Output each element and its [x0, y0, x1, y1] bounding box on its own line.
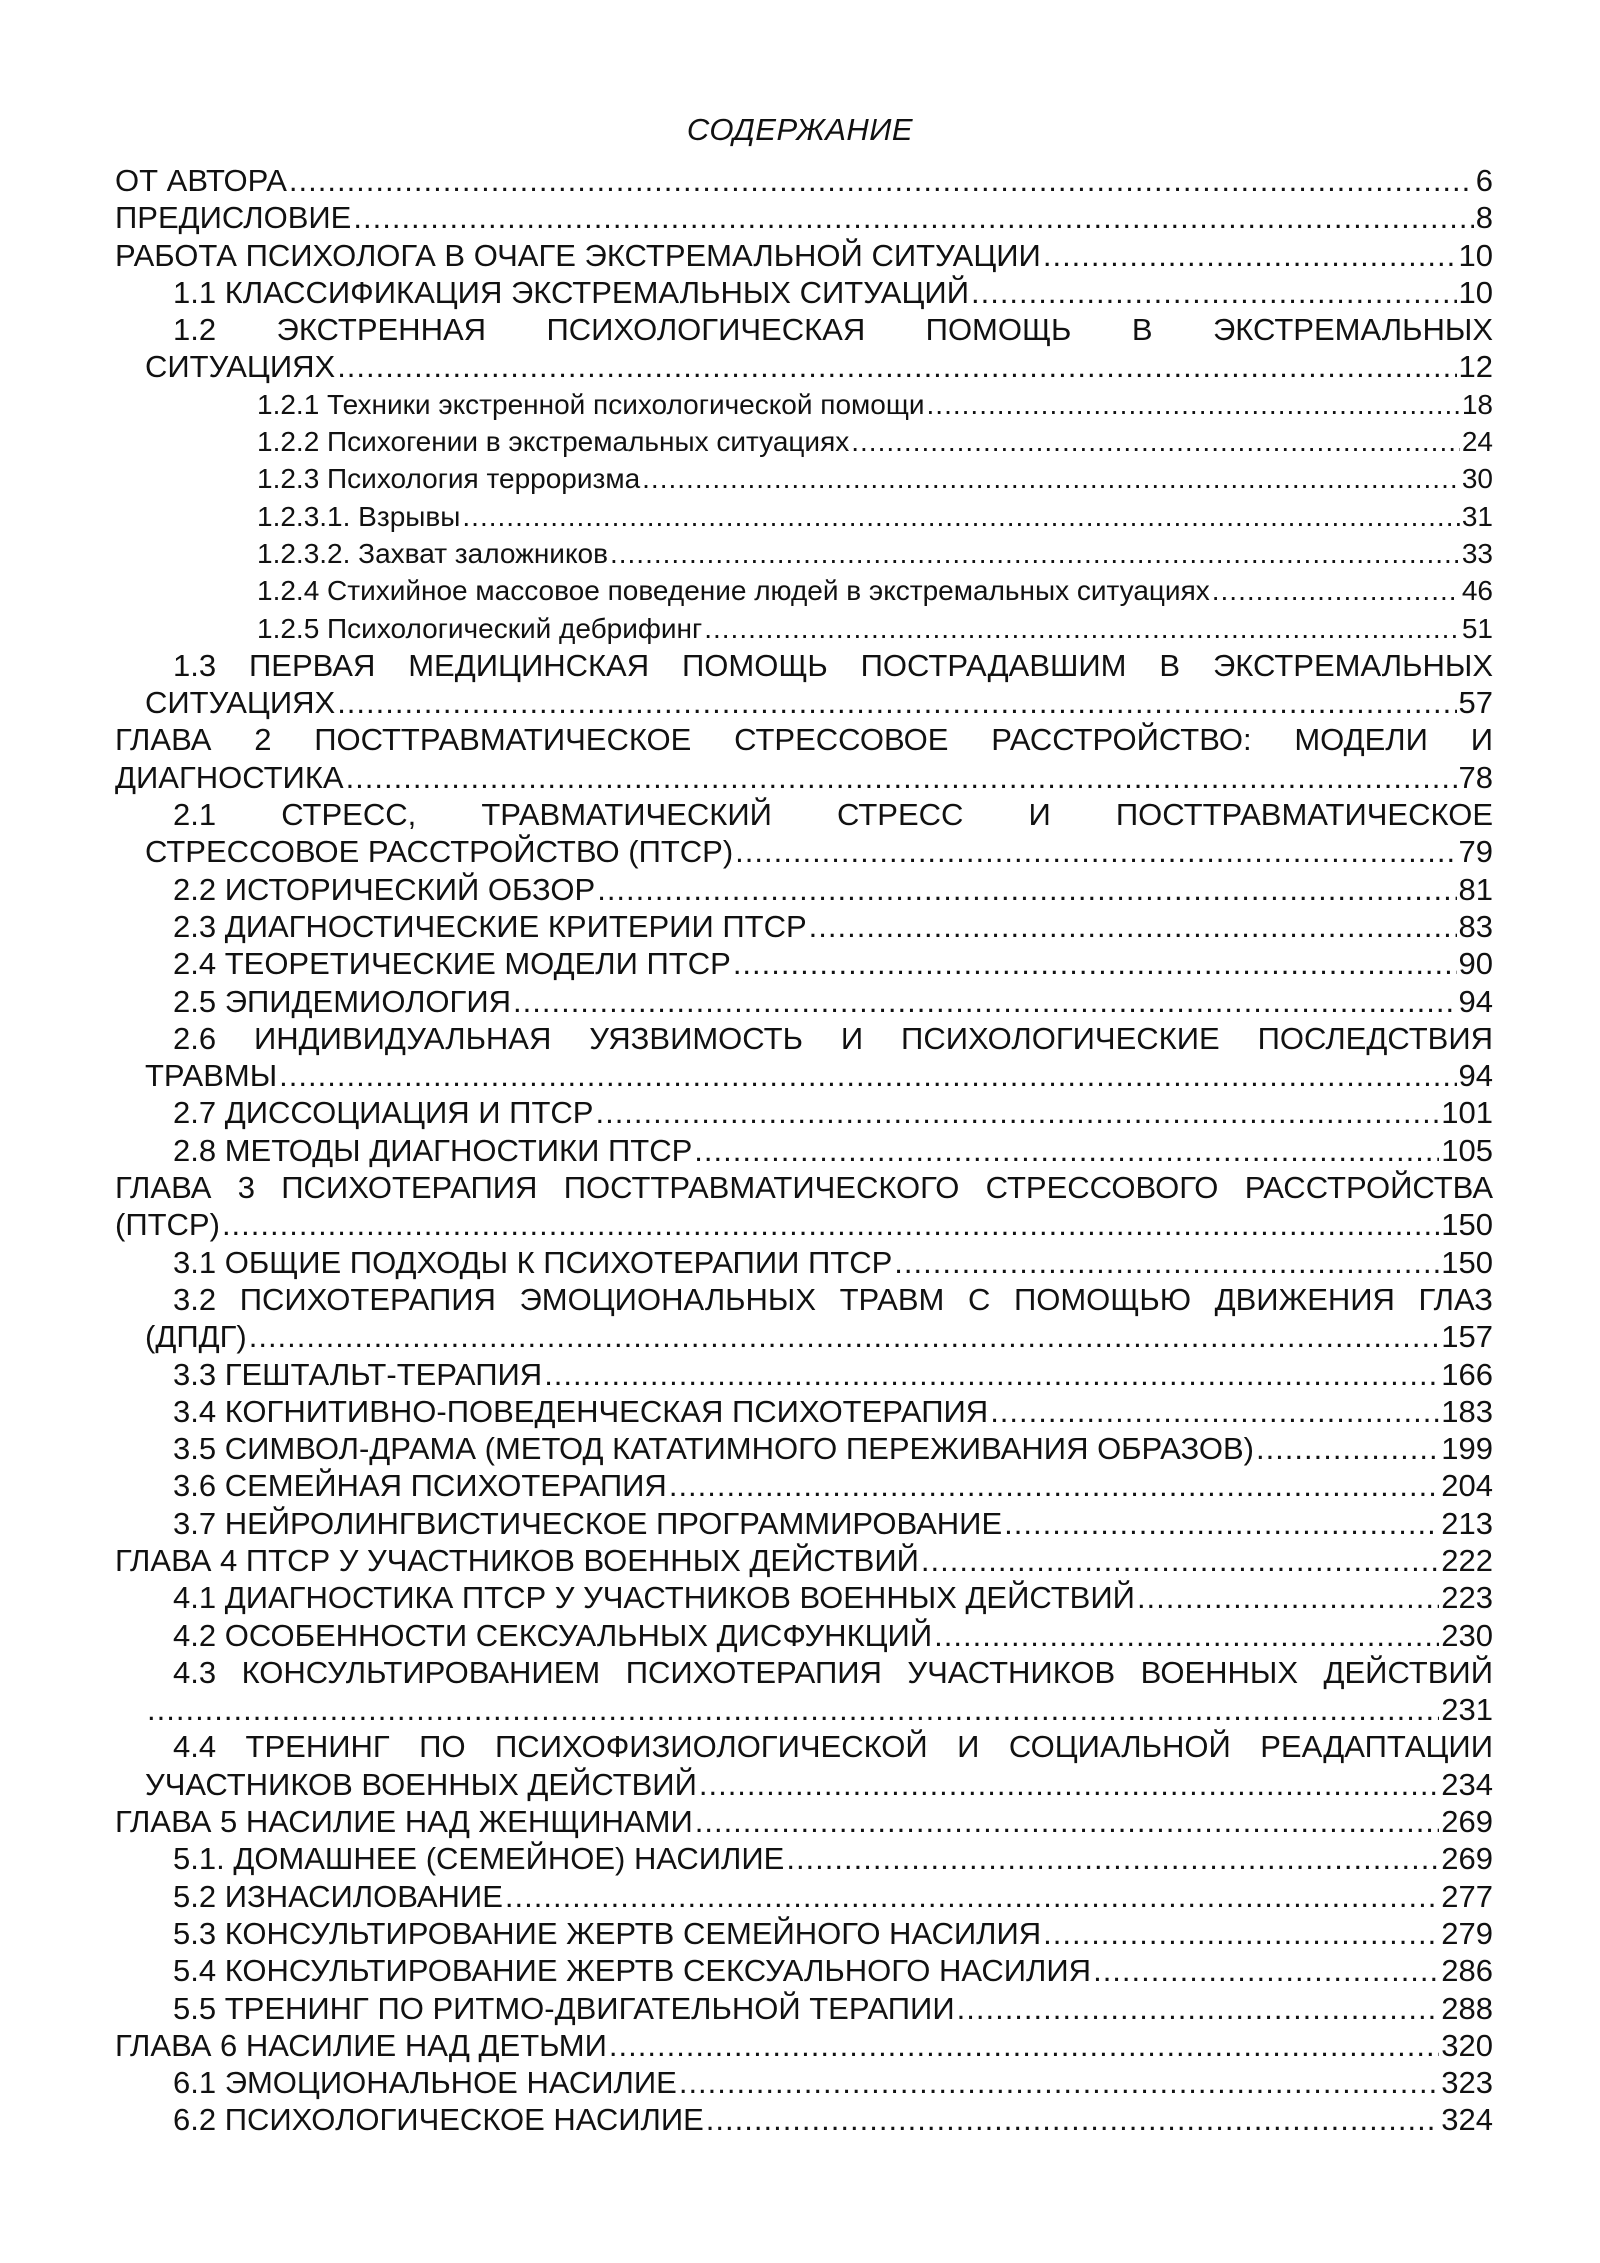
toc-entry-title: 2.2 ИСТОРИЧЕСКИЙ ОБЗОР — [173, 871, 596, 907]
toc-entry-title: 1.2.3.1. Взрывы — [257, 500, 461, 532]
toc-title: СОДЕРЖАНИЕ — [686, 112, 914, 147]
toc-entry-title: ГЛАВА 6 НАСИЛИЕ НАД ДЕТЬМИ — [115, 2027, 607, 2063]
toc-entry-page: 90 — [1458, 946, 1493, 982]
toc-entry-page: 18 — [1461, 388, 1493, 420]
dot-leader — [505, 1878, 1439, 1915]
toc-entry-title: ГЛАВА 5 НАСИЛИЕ НАД ЖЕНЩИНАМИ — [115, 1804, 693, 1840]
toc-entry-title-continued: ТРАВМЫ — [145, 1058, 278, 1094]
toc-entry-title: 5.1. ДОМАШНЕЕ (СЕМЕЙНОЕ) НАСИЛИЕ — [173, 1841, 785, 1877]
dot-leader — [851, 423, 1460, 460]
toc-entry-page: 8 — [1475, 200, 1493, 236]
toc-entry-title: 2.7 ДИССОЦИАЦИЯ И ПТСР — [173, 1095, 594, 1131]
toc-entry[interactable] — [115, 1990, 1493, 2027]
toc-entry-title: 4.3 КОНСУЛЬТИРОВАНИЕМ ПСИХОТЕРАПИЯ УЧАСТНИКОВ ВОЕННЫХ ДЕЙСТВИЙ — [173, 1654, 1493, 1690]
dot-leader — [289, 162, 1474, 199]
dot-leader — [249, 1318, 1440, 1355]
toc-entry-title: ОТ АВТОРА — [115, 163, 287, 198]
toc-entry-page: 10 — [1458, 274, 1493, 310]
toc-entry-page: 223 — [1441, 1580, 1493, 1616]
toc-entry-page: 83 — [1458, 908, 1493, 944]
toc-entry-page: 6 — [1475, 163, 1493, 198]
toc-entry-title: 2.1 СТРЕСС, ТРАВМАТИЧЕСКИЙ СТРЕСС И ПОСТТРАВМАТИЧЕСКОЕ — [173, 797, 1493, 833]
toc-entry-title: 1.2 ЭКСТРЕННАЯ ПСИХОЛОГИЧЕСКАЯ ПОМОЩЬ В ЭКСТРЕМАЛЬНЫХ — [173, 312, 1493, 348]
toc-entry-page: 31 — [1461, 500, 1493, 532]
toc-entry[interactable] — [115, 796, 1493, 871]
toc-entry-title: 1.3 ПЕРВАЯ МЕДИЦИНСКАЯ ПОМОЩЬ ПОСТРАДАВШИМ В ЭКСТРЕМАЛЬНЫХ — [173, 647, 1493, 683]
toc-entry-page: 288 — [1441, 1990, 1493, 2026]
toc-entry-page: 79 — [1458, 834, 1493, 870]
toc-entry-page: 230 — [1441, 1617, 1493, 1653]
toc-entry[interactable] — [115, 1356, 1493, 1393]
toc-entry[interactable] — [115, 1505, 1493, 1542]
toc-entry-page: 183 — [1441, 1393, 1493, 1429]
toc-entry-page: 24 — [1461, 426, 1493, 458]
toc-entry-page: 46 — [1461, 575, 1493, 607]
toc-entry-page: 78 — [1458, 759, 1493, 795]
toc-entry-page: 320 — [1441, 2027, 1493, 2063]
toc-entry[interactable] — [115, 1840, 1493, 1877]
toc-entry[interactable] — [115, 908, 1493, 945]
toc-entry[interactable] — [115, 1579, 1493, 1616]
dot-leader — [1137, 1579, 1439, 1616]
toc-entry[interactable] — [115, 1467, 1493, 1504]
toc-entry-title-continued: СИТУАЦИЯХ — [145, 685, 336, 721]
table-of-contents — [115, 162, 1493, 2139]
dot-leader — [735, 833, 1456, 870]
toc-entry-page: 10 — [1458, 237, 1493, 273]
toc-entry-page: 94 — [1458, 1058, 1493, 1094]
toc-entry[interactable] — [115, 983, 1493, 1020]
dot-leader — [544, 1356, 1439, 1393]
toc-entry[interactable] — [115, 1132, 1493, 1169]
dot-leader — [786, 1840, 1439, 1877]
dot-leader — [957, 1990, 1440, 2027]
toc-entry-title: 6.1 ЭМОЦИОНАЛЬНОЕ НАСИЛИЕ — [173, 2065, 677, 2101]
toc-entry[interactable] — [115, 2027, 1493, 2064]
toc-entry[interactable] — [115, 535, 1493, 572]
dot-leader — [927, 386, 1460, 423]
toc-entry[interactable] — [115, 1915, 1493, 1952]
toc-entry-page: 157 — [1441, 1319, 1493, 1355]
toc-entry-title-continued: УЧАСТНИКОВ ВОЕННЫХ ДЕЙСТВИЙ — [145, 1766, 697, 1802]
toc-entry-title: 1.1 КЛАССИФИКАЦИЯ ЭКСТРЕМАЛЬНЫХ СИТУАЦИЙ — [173, 274, 969, 310]
toc-entry-title: 3.2 ПСИХОТЕРАПИЯ ЭМОЦИОНАЛЬНЫХ ТРАВМ С ПОМОЩЬЮ ДВИЖЕНИЯ ГЛАЗ — [173, 1281, 1493, 1317]
toc-entry-page: 30 — [1461, 463, 1493, 495]
toc-entry[interactable] — [115, 1878, 1493, 1915]
toc-entry-page: 33 — [1461, 537, 1493, 569]
toc-entry[interactable] — [115, 1094, 1493, 1131]
toc-entry[interactable] — [115, 311, 1493, 386]
toc-entry-title-continued: (ДПДГ) — [145, 1319, 247, 1355]
dot-leader — [669, 1467, 1439, 1504]
dot-leader — [694, 1132, 1439, 1169]
toc-entry-page: 269 — [1441, 1841, 1493, 1877]
dot-leader — [990, 1393, 1439, 1430]
toc-entry[interactable] — [115, 1803, 1493, 1840]
toc-entry-title: 1.2.3 Психология терроризма — [257, 463, 641, 495]
dot-leader — [679, 2064, 1439, 2101]
toc-entry[interactable] — [115, 2064, 1493, 2101]
toc-entry-title: 6.2 ПСИХОЛОГИЧЕСКОЕ НАСИЛИЕ — [173, 2102, 704, 2138]
toc-entry-title: 2.6 ИНДИВИДУАЛЬНАЯ УЯЗВИМОСТЬ И ПСИХОЛОГИЧЕСКИЕ ПОСЛЕДСТВИЯ — [173, 1020, 1493, 1056]
dot-leader — [934, 1617, 1439, 1654]
dot-leader — [610, 535, 1460, 572]
toc-entry[interactable] — [115, 1393, 1493, 1430]
toc-entry-page: 279 — [1441, 1915, 1493, 1951]
toc-entry-page: 101 — [1441, 1095, 1493, 1131]
toc-entry-page: 277 — [1441, 1878, 1493, 1914]
toc-entry[interactable] — [115, 871, 1493, 908]
toc-entry-title-continued: (ПТСР) — [115, 1207, 220, 1243]
toc-entry-title: ГЛАВА 2 ПОСТТРАВМАТИЧЕСКОЕ СТРЕССОВОЕ РАССТРОЙСТВО: МОДЕЛИ И — [115, 722, 1493, 758]
toc-entry-title: 5.2 ИЗНАСИЛОВАНИЕ — [173, 1878, 503, 1914]
toc-entry[interactable] — [115, 1542, 1493, 1579]
dot-leader — [733, 945, 1457, 982]
dot-leader — [1043, 1915, 1439, 1952]
toc-entry-page: 204 — [1441, 1468, 1493, 1504]
dot-leader — [222, 1206, 1439, 1243]
toc-entry[interactable] — [115, 2101, 1493, 2138]
toc-entry-title: 1.2.3.2. Захват заложников — [257, 537, 608, 569]
toc-entry-page: 150 — [1441, 1244, 1493, 1280]
toc-entry-page: 94 — [1458, 983, 1493, 1019]
toc-entry-page: 269 — [1441, 1804, 1493, 1840]
toc-entry[interactable] — [115, 647, 1493, 722]
toc-entry-title: 2.5 ЭПИДЕМИОЛОГИЯ — [173, 983, 512, 1019]
dot-leader — [595, 1094, 1439, 1131]
toc-entry-title: 4.2 ОСОБЕННОСТИ СЕКСУАЛЬНЫХ ДИСФУНКЦИЙ — [173, 1617, 933, 1653]
dot-leader — [462, 498, 1459, 535]
dot-leader — [346, 759, 1457, 796]
toc-entry[interactable] — [115, 1654, 1493, 1729]
toc-entry[interactable] — [115, 199, 1493, 236]
dot-leader — [609, 2027, 1439, 2064]
toc-entry-title: 1.2.4 Стихийное массовое поведение людей в экстремальных ситуациях — [257, 575, 1210, 607]
toc-entry[interactable] — [115, 423, 1493, 460]
toc-entry-page: 12 — [1458, 349, 1493, 385]
toc-entry-title-continued: СТРЕССОВОЕ РАССТРОЙСТВО (ПТСР) — [145, 834, 734, 870]
dot-leader — [642, 460, 1460, 497]
toc-entry-title: 3.1 ОБЩИЕ ПОДХОДЫ К ПСИХОТЕРАПИИ ПТСР — [173, 1244, 893, 1280]
dot-leader — [147, 1691, 1439, 1728]
toc-entry[interactable] — [115, 498, 1493, 535]
toc-entry-title: 5.4 КОНСУЛЬТИРОВАНИЕ ЖЕРТВ СЕКСУАЛЬНОГО НАСИЛИЯ — [173, 1953, 1092, 1989]
dot-leader — [894, 1244, 1439, 1281]
dot-leader — [1212, 572, 1460, 609]
toc-entry-title: ГЛАВА 4 ПТСР У УЧАСТНИКОВ ВОЕННЫХ ДЕЙСТВИЙ — [115, 1542, 919, 1578]
toc-entry-title: 2.4 ТЕОРЕТИЧЕСКИЕ МОДЕЛИ ПТСР — [173, 946, 731, 982]
dot-leader — [809, 908, 1457, 945]
toc-entry-page: 105 — [1441, 1132, 1493, 1168]
toc-entry[interactable] — [115, 572, 1493, 609]
toc-entry[interactable] — [115, 274, 1493, 311]
dot-leader — [597, 871, 1456, 908]
dot-leader — [1256, 1430, 1439, 1467]
dot-leader — [279, 1057, 1456, 1094]
toc-entry-page: 323 — [1441, 2065, 1493, 2101]
toc-entry[interactable] — [115, 721, 1493, 796]
toc-entry-page: 234 — [1441, 1766, 1493, 1802]
toc-entry-title: ГЛАВА 3 ПСИХОТЕРАПИЯ ПОСТТРАВМАТИЧЕСКОГО СТРЕССОВОГО РАССТРОЙСТВА — [115, 1170, 1493, 1206]
toc-entry[interactable] — [115, 162, 1493, 199]
toc-entry-title: 5.5 ТРЕНИНГ ПО РИТМО-ДВИГАТЕЛЬНОЙ ТЕРАПИИ — [173, 1990, 955, 2026]
toc-entry[interactable] — [115, 945, 1493, 982]
toc-entry-page: 57 — [1458, 685, 1493, 721]
toc-entry[interactable] — [115, 1617, 1493, 1654]
toc-entry-page: 324 — [1441, 2102, 1493, 2138]
toc-entry-title: 3.7 НЕЙРОЛИНГВИСТИЧЕСКОЕ ПРОГРАММИРОВАНИЕ — [173, 1505, 1003, 1541]
dot-leader — [704, 610, 1460, 647]
toc-entry-title-continued: СИТУАЦИЯХ — [145, 349, 336, 385]
toc-entry[interactable] — [115, 610, 1493, 647]
toc-entry[interactable] — [115, 1430, 1493, 1467]
dot-leader — [337, 684, 1456, 721]
dot-leader — [699, 1766, 1439, 1803]
toc-entry-page: 166 — [1441, 1356, 1493, 1392]
dot-leader — [1004, 1505, 1439, 1542]
dot-leader — [1093, 1952, 1439, 1989]
toc-entry-page: 51 — [1461, 612, 1493, 644]
toc-entry-title: 3.4 КОГНИТИВНО-ПОВЕДЕНЧЕСКАЯ ПСИХОТЕРАПИЯ — [173, 1393, 989, 1429]
toc-entry[interactable] — [115, 1169, 1493, 1244]
toc-entry-page: 81 — [1458, 871, 1493, 907]
toc-entry-page: 286 — [1441, 1953, 1493, 1989]
toc-entry[interactable] — [115, 460, 1493, 497]
dot-leader — [353, 199, 1473, 236]
toc-entry-title: ПРЕДИСЛОВИЕ — [115, 200, 352, 236]
toc-entry[interactable] — [115, 386, 1493, 423]
toc-entry-title: РАБОТА ПСИХОЛОГА В ОЧАГЕ ЭКСТРЕМАЛЬНОЙ СИТУАЦИИ — [115, 237, 1041, 273]
toc-entry[interactable] — [115, 1728, 1493, 1803]
dot-leader — [921, 1542, 1439, 1579]
toc-entry[interactable] — [115, 1020, 1493, 1095]
toc-entry[interactable] — [115, 237, 1493, 274]
toc-entry-title-continued: ДИАГНОСТИКА — [115, 759, 344, 795]
dot-leader — [513, 983, 1457, 1020]
toc-entry[interactable] — [115, 1952, 1493, 1989]
toc-entry-page: 222 — [1441, 1542, 1493, 1578]
dot-leader — [1043, 237, 1457, 274]
toc-entry-title: 2.8 МЕТОДЫ ДИАГНОСТИКИ ПТСР — [173, 1132, 693, 1168]
toc-entry-page: 150 — [1441, 1207, 1493, 1243]
toc-entry-title: 1.2.2 Психогении в экстремальных ситуациях — [257, 426, 850, 458]
dot-leader — [706, 2101, 1439, 2138]
dot-leader — [337, 348, 1456, 385]
toc-entry-title: 5.3 КОНСУЛЬТИРОВАНИЕ ЖЕРТВ СЕМЕЙНОГО НАСИЛИЯ — [173, 1915, 1042, 1951]
dot-leader — [695, 1803, 1440, 1840]
toc-entry-page: 213 — [1441, 1505, 1493, 1541]
toc-entry[interactable] — [115, 1281, 1493, 1356]
toc-entry-title: 3.5 СИМВОЛ-ДРАМА (МЕТОД КАТАТИМНОГО ПЕРЕЖИВАНИЯ ОБРАЗОВ) — [173, 1431, 1254, 1467]
toc-entry-page: 231 — [1441, 1692, 1493, 1728]
dot-leader — [971, 274, 1457, 311]
toc-entry-page: 199 — [1441, 1431, 1493, 1467]
toc-entry-title: 4.1 ДИАГНОСТИКА ПТСР У УЧАСТНИКОВ ВОЕННЫХ ДЕЙСТВИЙ — [173, 1580, 1135, 1616]
toc-entry-title: 1.2.5 Психологический дебрифинг — [257, 612, 703, 644]
toc-entry-title: 2.3 ДИАГНОСТИЧЕСКИЕ КРИТЕРИИ ПТСР — [173, 908, 807, 944]
toc-entry[interactable] — [115, 1244, 1493, 1281]
toc-entry-title: 3.3 ГЕШТАЛЬТ-ТЕРАПИЯ — [173, 1356, 543, 1392]
toc-entry-title: 1.2.1 Техники экстренной психологической помощи — [257, 388, 925, 420]
toc-entry-title: 4.4 ТРЕНИНГ ПО ПСИХОФИЗИОЛОГИЧЕСКОЙ И СОЦИАЛЬНОЙ РЕАДАПТАЦИИ — [173, 1729, 1493, 1765]
toc-entry-title: 3.6 СЕМЕЙНАЯ ПСИХОТЕРАПИЯ — [173, 1468, 667, 1504]
